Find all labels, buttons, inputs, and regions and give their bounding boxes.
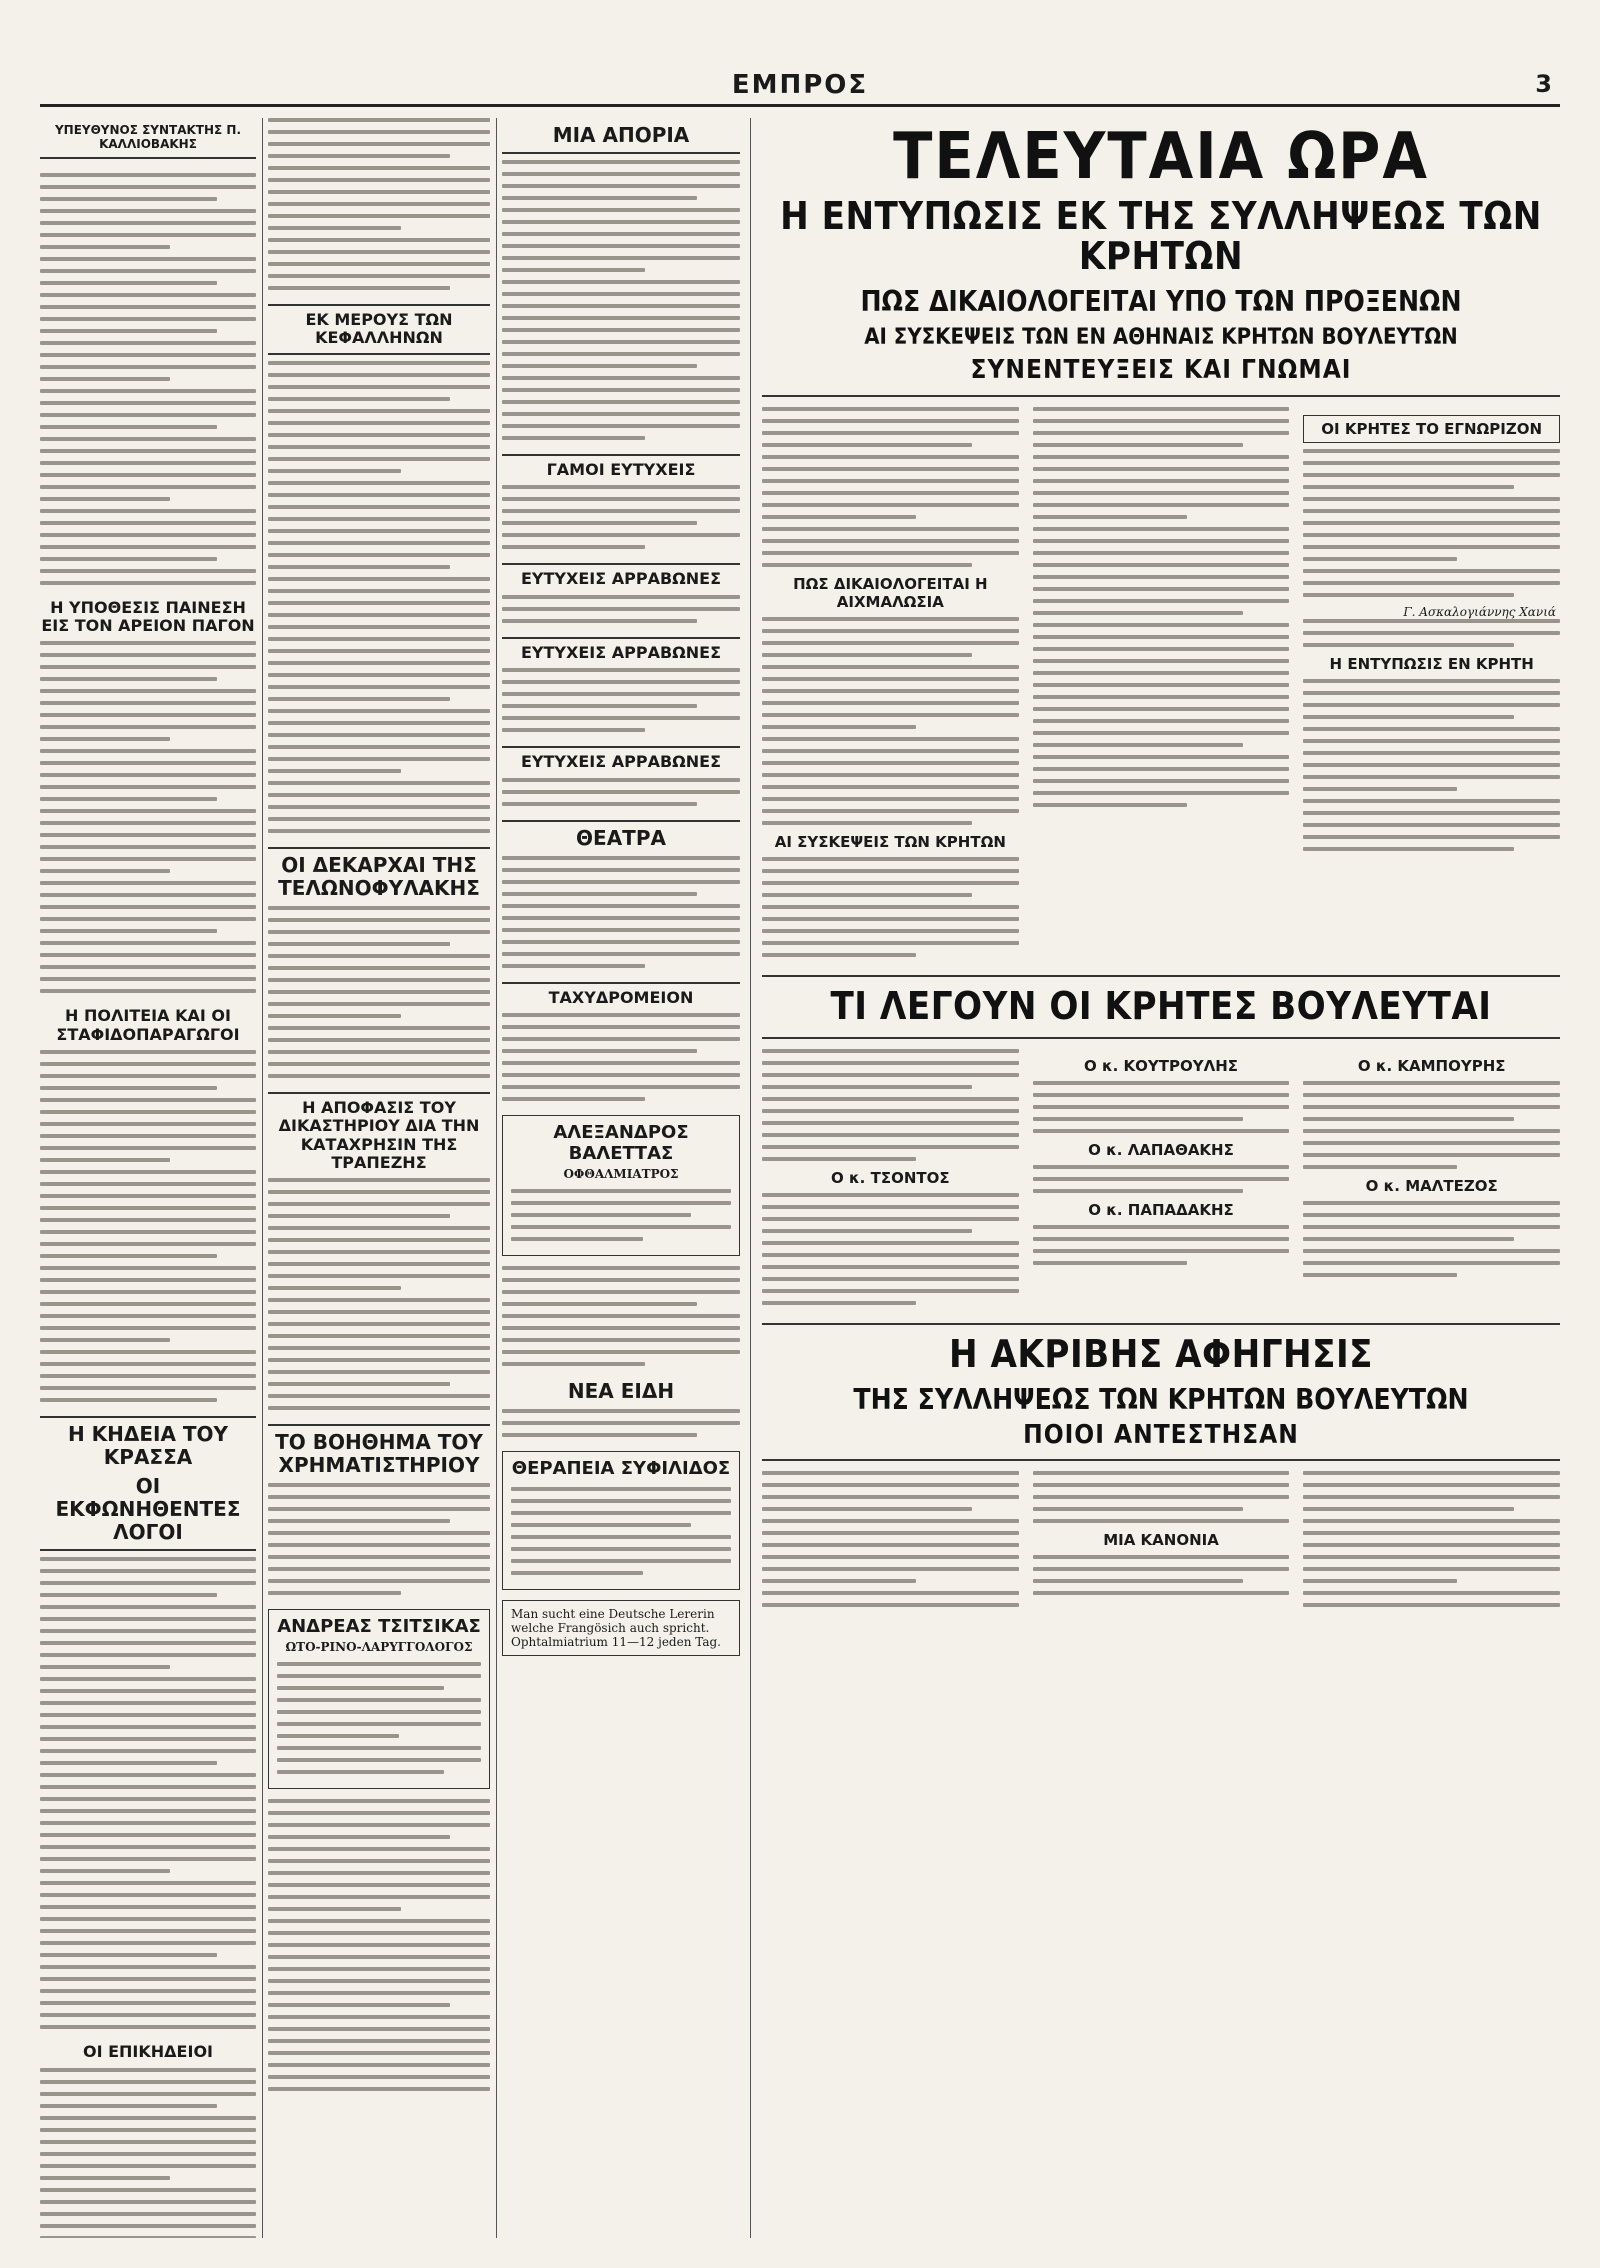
text-lines xyxy=(1033,1225,1290,1265)
lead-col-b xyxy=(1033,407,1290,965)
subheading: ΟΙ ΚΡΗΤΕΣ ΤΟ ΕΓΝΩΡΙΖΟΝ xyxy=(1303,415,1560,443)
text-lines xyxy=(762,1471,1019,1607)
text-lines xyxy=(1303,619,1560,647)
text-lines xyxy=(762,857,1019,957)
deputies-col-b xyxy=(1033,1049,1290,1313)
german-ad-text: Man sucht eine Deutsche Lererin welche Frangösich auch spricht. Ophtalmiatrium 11—12 jeden Tag. xyxy=(511,1606,721,1649)
text-lines xyxy=(1033,1081,1290,1133)
column-rule xyxy=(262,118,263,2238)
text-lines xyxy=(502,160,740,440)
text-lines xyxy=(1303,1081,1560,1169)
deputies-col-c xyxy=(1303,1049,1560,1313)
article-heading: ΕΥΤΥΧΕΙΣ ΑΡΡΑΒΩΝΕΣ xyxy=(502,746,740,771)
ad-subtitle: ΩΤΟ-ΡΙΝΟ-ΛΑΡΥΓΓΟΛΟΓΟΣ xyxy=(285,1640,473,1655)
text-lines xyxy=(277,1662,481,1774)
speaker-heading: Ο κ. ΜΑΛΤΕΖΟΣ xyxy=(1365,1176,1498,1195)
article-heading: ΓΑΜΟΙ ΕΥΤΥΧΕΙΣ xyxy=(502,454,740,479)
article-heading: ΝΕΑ ΕΙΔΗ xyxy=(567,1378,675,1403)
text-lines xyxy=(502,485,740,549)
paper-name: ΕΜΠΡΟΣ xyxy=(731,70,869,100)
text-lines xyxy=(1303,1201,1560,1277)
speaker-heading: Ο κ. ΚΟΥΤΡΟΥΛΗΣ xyxy=(1083,1056,1239,1075)
headline-consultations: ΑΙ ΣΥΣΚΕΨΕΙΣ ΤΩΝ ΕΝ ΑΘΗΝΑΙΣ ΚΡΗΤΩΝ ΒΟΥΛΕΥΤΩΝ xyxy=(864,325,1458,351)
text-lines xyxy=(1033,1165,1290,1193)
text-lines xyxy=(40,173,256,585)
article-heading: ΕΚ ΜΕΡΟΥΣ ΤΩΝ ΚΕΦΑΛΛΗΝΩΝ xyxy=(268,304,490,355)
article xyxy=(40,2043,256,2238)
article xyxy=(502,820,740,968)
text-lines xyxy=(1303,1471,1560,1607)
text-lines xyxy=(40,2068,256,2238)
article-body xyxy=(268,118,490,290)
article-heading: ΤΟ ΒΟΗΘΗΜΑ ΤΟΥ ΧΡΗΜΑΤΙΣΤΗΡΙΟΥ xyxy=(268,1424,490,1477)
headline-arrest: ΤΗΣ ΣΥΛΛΗΨΕΩΣ ΤΩΝ ΚΡΗΤΩΝ ΒΟΥΛΕΥΤΩΝ xyxy=(853,1382,1469,1416)
account-col-a xyxy=(762,1471,1019,1615)
column-2 xyxy=(268,118,490,2238)
account-col-b xyxy=(1033,1471,1290,1615)
deputies-columns xyxy=(762,1049,1560,1313)
text-lines xyxy=(40,1050,256,1402)
text-lines xyxy=(502,595,740,623)
headline-who-resisted: ΠΟΙΟΙ ΑΝΤΕΣΤΗΣΑΝ xyxy=(1023,1419,1299,1450)
column-rule xyxy=(750,118,751,2238)
text-lines xyxy=(502,778,740,806)
article xyxy=(502,1380,740,1437)
text-lines xyxy=(511,1189,731,1241)
text-lines xyxy=(268,1799,490,2091)
column-rule xyxy=(496,118,497,2238)
text-lines xyxy=(1303,679,1560,851)
article-body xyxy=(268,1799,490,2091)
german-ad xyxy=(502,1600,740,1656)
text-lines xyxy=(1303,449,1560,597)
article-heading: ΕΥΤΥΧΕΙΣ ΑΡΡΑΒΩΝΕΣ xyxy=(502,563,740,588)
article-heading: ΟΙ ΕΠΙΚΗΔΕΙΟΙ xyxy=(82,2042,213,2062)
text-lines xyxy=(1033,1471,1290,1523)
subheading: ΜΙΑ ΚΑΝΟΝΙΑ xyxy=(1103,1531,1219,1550)
article xyxy=(502,637,740,732)
text-lines xyxy=(268,1483,490,1595)
text-lines xyxy=(1033,1555,1290,1595)
article xyxy=(502,124,740,440)
speaker-heading: Ο κ. ΤΣΟΝΤΟΣ xyxy=(831,1168,950,1187)
article-heading: ΜΙΑ ΑΠΟΡΙΑ xyxy=(502,124,740,154)
lead-col-a xyxy=(762,407,1019,965)
article xyxy=(268,1424,490,1595)
text-lines xyxy=(268,118,490,290)
advertisement xyxy=(502,1115,740,1256)
article-subheading: ΟΙ ΕΚΦΩΝΗΘΕΝΤΕΣ ΛΟΓΟΙ xyxy=(40,1475,256,1551)
speaker-heading: Ο κ. ΚΑΜΠΟΥΡΗΣ xyxy=(1357,1056,1506,1075)
section-rule xyxy=(762,1323,1560,1325)
text-lines xyxy=(762,1049,1019,1161)
text-lines xyxy=(1033,407,1290,807)
ad-title: ΑΝΔΡΕΑΣ ΤΣΙΤΣΙΚΑΣ xyxy=(277,1616,481,1638)
article-heading: Η ΚΗΔΕΙΑ ΤΟΥ ΚΡΑΣΣΑ xyxy=(40,1416,256,1469)
text-lines xyxy=(268,1178,490,1410)
ad-title: ΘΕΡΑΠΕΙΑ ΣΥΦΙΛΙΔΟΣ xyxy=(511,1457,731,1479)
masthead-rule xyxy=(40,104,1560,107)
account-col-c xyxy=(1303,1471,1560,1615)
article xyxy=(502,563,740,622)
ad-subtitle: ΟΦΘΑΛΜΙΑΤΡΟΣ xyxy=(563,1166,679,1181)
responsible-editor-text: ΥΠΕΥΘΥΝΟΣ ΣΥΝΤΑΚΤΗΣ Π. ΚΑΛΛΙΟΒΑΚΗΣ xyxy=(40,124,256,159)
article-body xyxy=(40,173,256,585)
account-columns xyxy=(762,1471,1560,1615)
column-1 xyxy=(40,118,256,2238)
headline-interviews: ΣΥΝΕΝΤΕΥΞΕΙΣ ΚΑΙ ΓΝΩΜΑΙ xyxy=(970,355,1352,386)
text-lines xyxy=(268,361,490,833)
article xyxy=(40,1416,256,2029)
text-lines xyxy=(40,641,256,993)
headline-exact-account: Η ΑΚΡΙΒΗΣ ΑΦΗΓΗΣΙΣ xyxy=(948,1331,1374,1376)
ad-title: ΑΛΕΞΑΝΔΡΟΣ ΒΑΛΕΤΤΑΣ xyxy=(553,1121,689,1164)
column-3 xyxy=(502,118,740,2238)
signature: Γ. Ασκαλογιάννης Χανιά xyxy=(1403,604,1557,619)
article xyxy=(502,454,740,549)
article-heading: Η ΑΠΟΦΑΣΙΣ ΤΟΥ ΔΙΚΑΣΤΗΡΙΟΥ ΔΙΑ ΤΗΝ ΚΑΤΑΧΡΗΣΙΝ ΤΗΣ ΤΡΑΠΕΖΗΣ xyxy=(268,1092,490,1173)
text-lines xyxy=(502,1409,740,1437)
headline-deputies-say: ΤΙ ΛΕΓΟΥΝ ΟΙ ΚΡΗΤΕΣ ΒΟΥΛΕΥΤΑΙ xyxy=(830,983,1492,1028)
speaker-heading: Ο κ. ΠΑΠΑΔΑΚΗΣ xyxy=(1088,1200,1234,1219)
lead-col-c xyxy=(1303,407,1560,965)
article-heading: Η ΠΟΛΙΤΕΙΑ ΚΑΙ ΟΙ ΣΤΑΦΙΔΟΠΑΡΑΓΩΓΟΙ xyxy=(56,1006,240,1044)
article xyxy=(502,982,740,1101)
text-lines xyxy=(502,668,740,732)
headline-last-hour: ΤΕΛΕΥΤΑΙΑ ΩΡΑ xyxy=(893,120,1429,194)
article xyxy=(268,304,490,833)
text-lines xyxy=(762,617,1019,825)
text-lines xyxy=(502,1266,740,1366)
text-lines xyxy=(502,1013,740,1101)
masthead xyxy=(0,0,1600,110)
text-lines xyxy=(268,906,490,1078)
advertisement xyxy=(268,1609,490,1789)
text-lines xyxy=(762,407,1019,567)
headline-consuls: ΠΩΣ ΔΙΚΑΙΟΛΟΓΕΙΤΑΙ ΥΠΟ ΤΩΝ ΠΡΟΞΕΝΩΝ xyxy=(860,284,1462,318)
article xyxy=(40,599,256,994)
section-rule xyxy=(762,395,1560,397)
section-rule xyxy=(762,975,1560,977)
article-body xyxy=(502,1266,740,1366)
article-heading: Η ΥΠΟΘΕΣΙΣ ΠΑΙΝΕΣΗ ΕΙΣ ΤΟΝ ΑΡΕΙΟΝ ΠΑΓΟΝ xyxy=(41,597,255,635)
subheading: Η ΕΝΤΥΠΩΣΙΣ ΕΝ ΚΡΗΤΗ xyxy=(1329,654,1534,673)
lead-columns xyxy=(762,407,1560,965)
text-lines xyxy=(762,1193,1019,1305)
article xyxy=(268,847,490,1078)
subheading: ΑΙ ΣΥΣΚΕΨΕΙΣ ΤΩΝ ΚΡΗΤΩΝ xyxy=(774,832,1006,851)
advertisement xyxy=(502,1451,740,1590)
text-lines xyxy=(40,1557,256,2029)
page-number: 3 xyxy=(1535,70,1552,98)
article-heading: ΘΕΑΤΡΑ xyxy=(502,820,740,850)
responsible-editor xyxy=(40,124,256,159)
article-heading: ΟΙ ΔΕΚΑΡΧΑΙ ΤΗΣ ΤΕΛΩΝΟΦΥΛΑΚΗΣ xyxy=(268,847,490,900)
article xyxy=(268,1092,490,1411)
article xyxy=(40,1007,256,1402)
section-rule xyxy=(762,1459,1560,1461)
article xyxy=(502,746,740,805)
section-rule xyxy=(762,1037,1560,1039)
article-heading: ΕΥΤΥΧΕΙΣ ΑΡΡΑΒΩΝΕΣ xyxy=(502,637,740,662)
text-lines xyxy=(511,1487,731,1575)
headline-impression: Η ΕΝΤΥΠΩΣΙΣ ΕΚ ΤΗΣ ΣΥΛΛΗΨΕΩΣ ΤΩΝ ΚΡΗΤΩΝ xyxy=(780,194,1542,279)
subheading: ΠΩΣ ΔΙΚΑΙΟΛΟΓΕΙΤΑΙ Η ΑΙΧΜΑΛΩΣΙΑ xyxy=(793,574,988,611)
speaker-heading: Ο κ. ΛΑΠΑΘΑΚΗΣ xyxy=(1088,1140,1234,1159)
text-lines xyxy=(502,856,740,968)
article-heading: ΤΑΧΥΔΡΟΜΕΙΟΝ xyxy=(502,982,740,1007)
deputies-col-a xyxy=(762,1049,1019,1313)
lead-story xyxy=(762,118,1560,2238)
